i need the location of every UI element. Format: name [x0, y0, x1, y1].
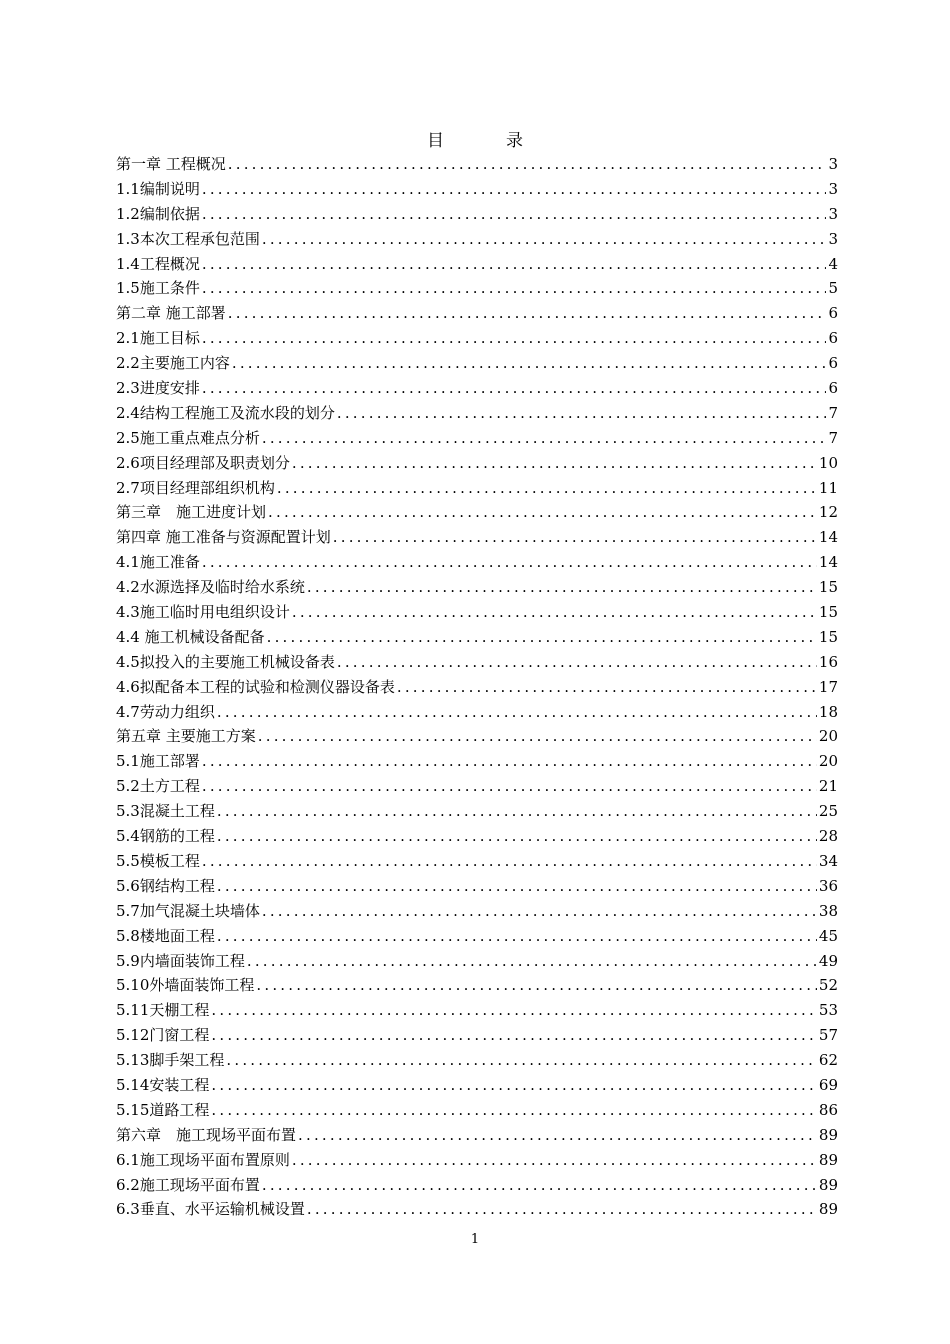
toc-dot-leader — [333, 525, 817, 550]
toc-entry-label: 4.1施工准备 — [116, 553, 200, 572]
toc-entry[interactable] — [116, 1048, 838, 1073]
toc-entry-label: 2.2主要施工内容 — [116, 354, 230, 373]
toc-entry[interactable] — [116, 1023, 838, 1048]
toc-entry-label: 2.6项目经理部及职责划分 — [116, 453, 290, 472]
toc-dot-leader — [202, 774, 817, 799]
toc-entry-page: 25 — [818, 802, 838, 821]
toc-entry[interactable] — [116, 1098, 838, 1123]
toc-entry[interactable] — [116, 451, 838, 476]
toc-dot-leader — [202, 202, 827, 227]
toc-entry-label: 5.5模板工程 — [116, 851, 200, 870]
toc-entry[interactable] — [116, 376, 838, 401]
toc-entry[interactable] — [116, 973, 838, 998]
toc-entry[interactable] — [116, 675, 838, 700]
toc-entry-label: 1.2编制依据 — [116, 204, 200, 223]
toc-dot-leader — [292, 1148, 817, 1173]
toc-entry[interactable] — [116, 600, 838, 625]
toc-entry[interactable] — [116, 500, 838, 525]
toc-entry-page: 3 — [828, 204, 838, 223]
toc-dot-leader — [211, 1098, 817, 1123]
toc-entry-page: 53 — [818, 1001, 838, 1020]
toc-dot-leader — [217, 874, 817, 899]
toc-entry-page: 16 — [818, 652, 838, 671]
toc-dot-leader — [202, 849, 817, 874]
toc-entry-label: 2.4结构工程施工及流水段的划分 — [116, 403, 335, 422]
toc-entry-label: 4.3施工临时用电组织设计 — [116, 603, 290, 622]
toc-entry-label: 5.11天棚工程 — [116, 1001, 210, 1020]
toc-entry[interactable] — [116, 575, 838, 600]
toc-dot-leader — [262, 1173, 817, 1198]
toc-entry[interactable] — [116, 227, 838, 252]
toc-dot-leader — [217, 924, 817, 949]
toc-dot-leader — [307, 575, 817, 600]
toc-entry[interactable] — [116, 799, 838, 824]
toc-entry[interactable] — [116, 874, 838, 899]
toc-entry-page: 3 — [828, 229, 838, 248]
toc-entry[interactable] — [116, 949, 838, 974]
toc-entry-page: 4 — [828, 254, 838, 273]
toc-entry-label: 2.1施工目标 — [116, 329, 200, 348]
toc-entry-page: 89 — [818, 1200, 838, 1219]
toc-dot-leader — [307, 1197, 817, 1222]
toc-entry-label: 第一章 工程概况 — [116, 155, 226, 173]
toc-dot-leader — [256, 973, 817, 998]
toc-entry-label: 5.12门窗工程 — [116, 1026, 210, 1045]
toc-entry-page: 52 — [818, 976, 838, 995]
toc-entry[interactable] — [116, 301, 838, 326]
page-number: 1 — [470, 1232, 480, 1247]
toc-entry-label: 5.2土方工程 — [116, 777, 200, 796]
toc-title: 目录 — [427, 131, 585, 151]
toc-entry-page: 36 — [818, 876, 838, 895]
toc-dot-leader — [228, 301, 827, 326]
toc-entry-label: 5.9内墙面装饰工程 — [116, 951, 245, 970]
toc-entry[interactable] — [116, 724, 838, 749]
toc-dot-leader — [217, 700, 817, 725]
toc-entry-label: 5.14安装工程 — [116, 1075, 210, 1094]
toc-entry-page: 38 — [818, 901, 838, 920]
toc-entry-page: 14 — [818, 553, 838, 572]
toc-entry-label: 6.1施工现场平面布置原则 — [116, 1150, 290, 1169]
toc-entry-page: 86 — [818, 1100, 838, 1119]
toc-entry-label: 第五章 主要施工方案 — [116, 727, 256, 746]
toc-entry-label: 4.2水源选择及临时给水系统 — [116, 578, 305, 597]
toc-dot-leader — [202, 749, 817, 774]
toc-entry-page: 7 — [828, 428, 838, 447]
toc-entry[interactable] — [116, 1197, 838, 1222]
toc-entry[interactable] — [116, 401, 838, 426]
toc-dot-leader — [228, 152, 827, 177]
toc-entry[interactable] — [116, 525, 838, 550]
toc-entry-page: 6 — [828, 354, 838, 373]
toc-entry-label: 第四章 施工准备与资源配置计划 — [116, 528, 331, 547]
toc-entry-label: 2.3进度安排 — [116, 379, 200, 398]
toc-entry[interactable] — [116, 625, 838, 650]
toc-entry[interactable] — [116, 202, 838, 227]
toc-entry-label: 4.6拟配备本工程的试验和检测仪器设备表 — [116, 677, 395, 696]
toc-dot-leader — [267, 625, 817, 650]
toc-entry[interactable] — [116, 774, 838, 799]
toc-entry[interactable] — [116, 426, 838, 451]
toc-entry[interactable] — [116, 550, 838, 575]
toc-dot-leader — [262, 426, 827, 451]
toc-entry[interactable] — [116, 152, 838, 177]
toc-entry-page: 7 — [828, 403, 838, 422]
toc-entry-page: 57 — [818, 1026, 838, 1045]
toc-entry-page: 15 — [818, 603, 838, 622]
toc-entry-page: 62 — [818, 1051, 838, 1070]
toc-dot-leader — [292, 451, 817, 476]
toc-dot-leader — [292, 600, 817, 625]
toc-dot-leader — [262, 227, 827, 252]
toc-entry-label: 第二章 施工部署 — [116, 304, 226, 323]
toc-entry-page: 14 — [818, 528, 838, 547]
toc-entry-page: 20 — [818, 727, 838, 746]
toc-dot-leader — [226, 1048, 817, 1073]
toc-dot-leader — [211, 1023, 817, 1048]
toc-entry-label: 1.5施工条件 — [116, 279, 200, 298]
toc-dot-leader — [202, 177, 827, 202]
toc-entry[interactable] — [116, 1073, 838, 1098]
toc-entry-label: 5.3混凝土工程 — [116, 802, 215, 821]
toc-entry-page: 3 — [828, 179, 838, 198]
toc-dot-leader — [217, 799, 817, 824]
toc-entry-label: 第三章 施工进度计划 — [116, 503, 267, 522]
toc-dot-leader — [268, 500, 817, 525]
toc-entry-label: 5.13脚手架工程 — [116, 1051, 225, 1070]
toc-dot-leader — [298, 1123, 817, 1148]
toc-entry-label: 4.7劳动力组织 — [116, 702, 215, 721]
toc-dot-leader — [202, 376, 827, 401]
toc-entry-page: 6 — [828, 304, 838, 323]
toc-entry-page: 89 — [818, 1125, 838, 1144]
toc-entry-label: 1.4工程概况 — [116, 254, 200, 273]
toc-entry[interactable] — [116, 351, 838, 376]
toc-entry-page: 69 — [818, 1075, 838, 1094]
toc-entry-page: 15 — [818, 578, 838, 597]
toc-entry[interactable] — [116, 252, 838, 277]
toc-dot-leader — [397, 675, 817, 700]
toc-entry-label: 5.8楼地面工程 — [116, 926, 215, 945]
toc-entry[interactable] — [116, 899, 838, 924]
toc-entry-page: 49 — [818, 951, 838, 970]
toc-entry-page: 6 — [828, 379, 838, 398]
toc-entry-page: 5 — [828, 279, 838, 298]
toc-entry-label: 1.3本次工程承包范围 — [116, 229, 260, 248]
toc-entry[interactable] — [116, 849, 838, 874]
toc-entry-page: 21 — [818, 777, 838, 796]
toc-entry[interactable] — [116, 924, 838, 949]
toc-dot-leader — [202, 326, 827, 351]
toc-entry[interactable] — [116, 998, 838, 1023]
toc-entry-page: 10 — [818, 453, 838, 472]
toc-dot-leader — [217, 824, 817, 849]
toc-dot-leader — [337, 650, 817, 675]
toc-dot-leader — [262, 899, 817, 924]
toc-entry-label: 5.1施工部署 — [116, 752, 200, 771]
toc-entry[interactable] — [116, 1173, 838, 1198]
toc-entry-label: 6.2施工现场平面布置 — [116, 1175, 260, 1194]
toc-entry-page: 11 — [818, 478, 838, 497]
toc-entry-label: 2.7项目经理部组织机构 — [116, 478, 275, 497]
toc-dot-leader — [232, 351, 827, 376]
toc-entry[interactable] — [116, 326, 838, 351]
toc-entry[interactable] — [116, 476, 838, 501]
toc-entry[interactable] — [116, 1123, 838, 1148]
toc-dot-leader — [202, 252, 827, 277]
toc-entry-page: 28 — [818, 827, 838, 846]
toc-dot-leader — [202, 550, 817, 575]
toc-dot-leader — [202, 276, 827, 301]
toc-entry-page: 15 — [818, 627, 838, 646]
toc-dot-leader — [211, 1073, 817, 1098]
toc-entry-page: 89 — [818, 1150, 838, 1169]
toc-entry-label: 6.3垂直、水平运输机械设置 — [116, 1200, 305, 1219]
toc-entry-label: 5.6钢结构工程 — [116, 876, 215, 895]
toc-entry-page: 18 — [818, 702, 838, 721]
toc-entry-label: 5.10外墙面装饰工程 — [116, 976, 255, 995]
toc-entry-label: 第六章 施工现场平面布置 — [116, 1125, 297, 1144]
toc-entry-page: 20 — [818, 752, 838, 771]
toc-entry-label: 5.4钢筋的工程 — [116, 827, 215, 846]
toc-entry[interactable] — [116, 276, 838, 301]
toc-entry-page: 89 — [818, 1175, 838, 1194]
toc-dot-leader — [258, 724, 817, 749]
toc-entry-page: 45 — [818, 926, 838, 945]
toc-entry-page: 3 — [828, 155, 838, 173]
toc-entry[interactable] — [116, 700, 838, 725]
toc-entry[interactable] — [116, 1148, 838, 1173]
toc-dot-leader — [247, 949, 817, 974]
toc-entry[interactable] — [116, 650, 838, 675]
toc-entry-page: 34 — [818, 851, 838, 870]
toc-entry[interactable] — [116, 177, 838, 202]
toc-list — [116, 152, 838, 1222]
toc-dot-leader — [337, 401, 827, 426]
toc-dot-leader — [277, 476, 817, 501]
toc-entry-label: 4.4 施工机械设备配备 — [116, 627, 265, 646]
toc-dot-leader — [211, 998, 817, 1023]
toc-entry-page: 17 — [818, 677, 838, 696]
toc-entry[interactable] — [116, 749, 838, 774]
toc-entry-page: 6 — [828, 329, 838, 348]
toc-entry-page: 12 — [818, 503, 838, 522]
toc-entry[interactable] — [116, 824, 838, 849]
toc-entry-label: 4.5拟投入的主要施工机械设备表 — [116, 652, 335, 671]
toc-entry-label: 1.1编制说明 — [116, 179, 200, 198]
toc-entry-label: 5.7加气混凝土块墙体 — [116, 901, 260, 920]
toc-entry-label: 2.5施工重点难点分析 — [116, 428, 260, 447]
toc-entry-label: 5.15道路工程 — [116, 1100, 210, 1119]
